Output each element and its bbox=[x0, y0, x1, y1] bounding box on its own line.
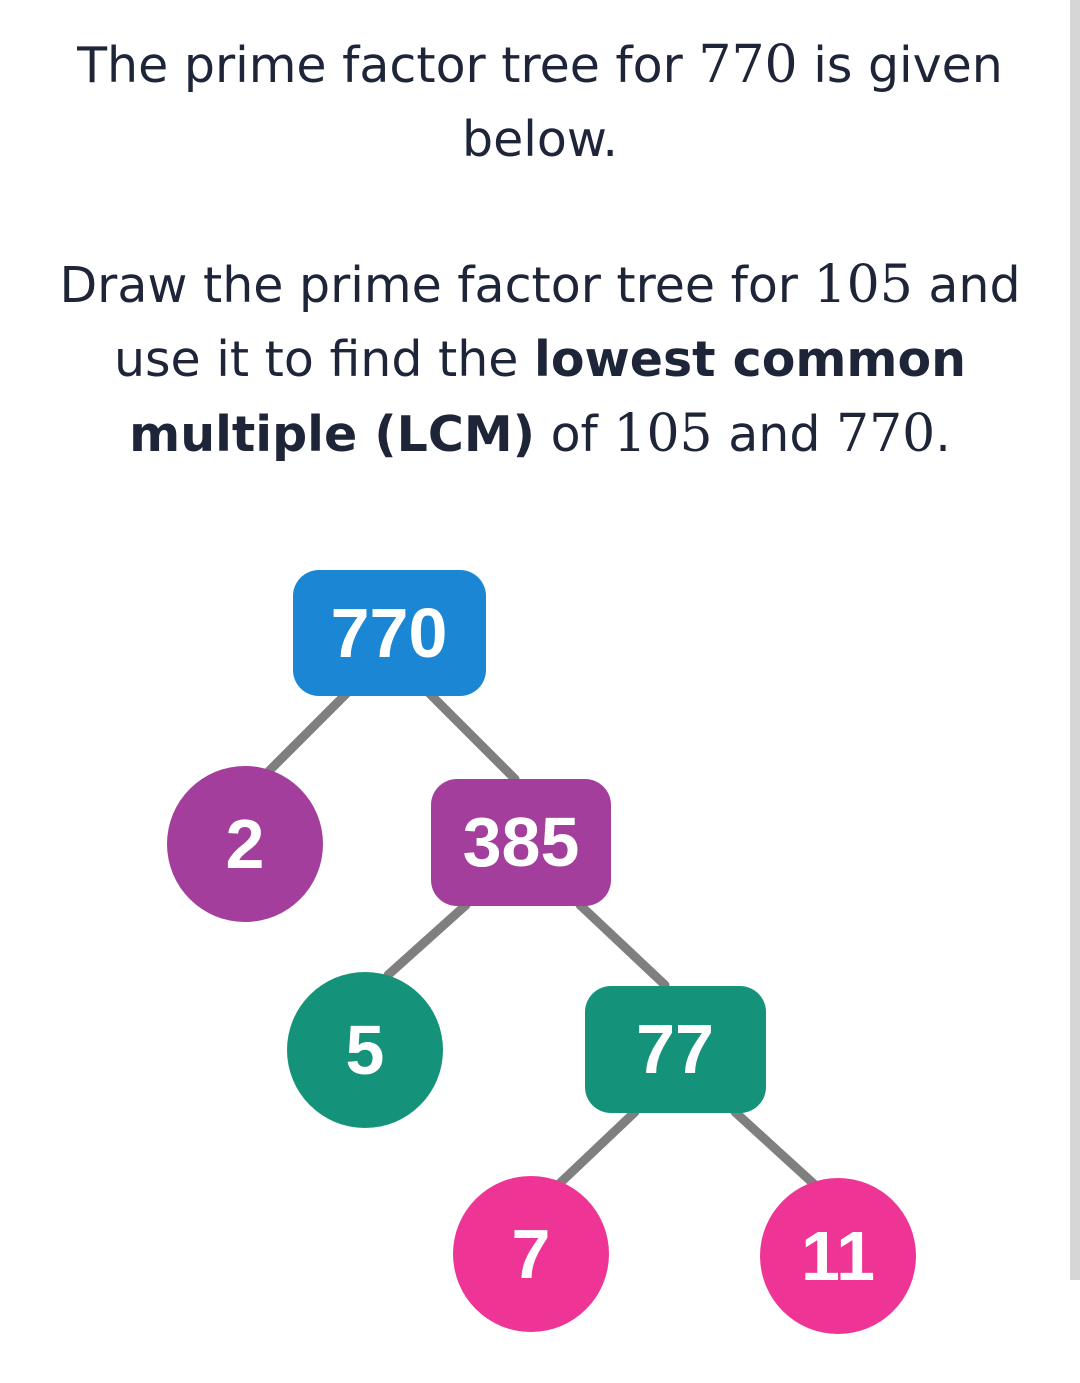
node-77-label: 77 bbox=[636, 1010, 714, 1088]
node-7 bbox=[453, 1176, 609, 1332]
question-line-3: Draw the prime factor tree for 105 and bbox=[59, 255, 1021, 315]
branch-77-11 bbox=[735, 1112, 815, 1185]
question-line-1: The prime factor tree for 770 is given bbox=[77, 35, 1003, 95]
node-770 bbox=[293, 570, 486, 696]
question-line-4: use it to find the lowest common bbox=[113, 331, 967, 388]
node-11 bbox=[760, 1178, 916, 1334]
branch-77-7 bbox=[558, 1112, 635, 1185]
node-5-label: 5 bbox=[345, 1011, 385, 1089]
branch-385-77 bbox=[580, 905, 665, 985]
question-line-5: multiple (LCM) of 105 and 770. bbox=[129, 404, 951, 464]
node-5 bbox=[287, 972, 443, 1128]
node-770-label: 770 bbox=[330, 594, 448, 672]
node-385 bbox=[431, 779, 611, 906]
branch-770-385 bbox=[428, 692, 515, 779]
node-7-label: 7 bbox=[511, 1215, 551, 1293]
question-line-2: below. bbox=[462, 111, 618, 168]
node-11-label: 11 bbox=[801, 1217, 875, 1295]
branch-770-2 bbox=[268, 692, 348, 772]
node-77 bbox=[585, 986, 766, 1113]
node-385-label: 385 bbox=[462, 803, 580, 881]
node-2-label: 2 bbox=[225, 805, 265, 883]
node-2 bbox=[167, 766, 323, 922]
branch-385-5 bbox=[388, 905, 466, 975]
